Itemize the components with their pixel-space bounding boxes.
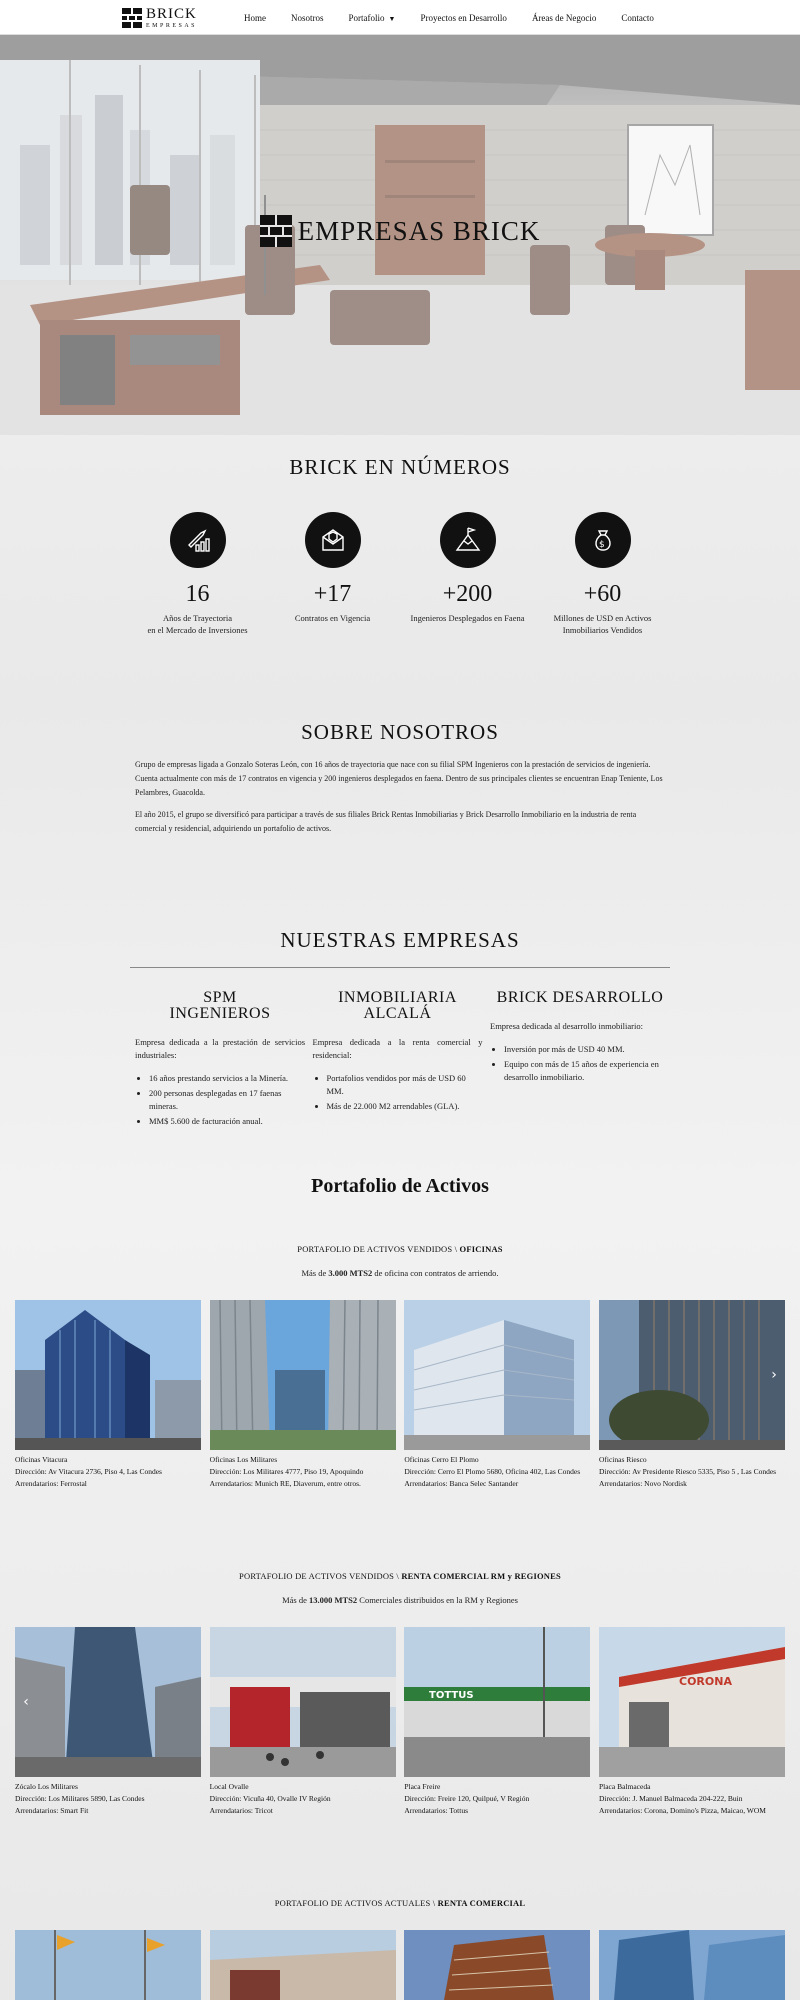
nav-home[interactable]: Home [244, 12, 266, 23]
stat-item [400, 512, 535, 636]
company-alcala [313, 990, 483, 1130]
property-tenants: Arrendatarios: Novo Nordisk [598, 1479, 687, 1488]
property-card[interactable] [15, 1627, 201, 1817]
property-photo [599, 1300, 785, 1450]
property-card[interactable] [210, 1627, 396, 1817]
property-photo [404, 1627, 590, 1777]
nav-contacto[interactable]: Contacto [621, 12, 654, 23]
brand-logo[interactable] [122, 6, 197, 30]
company-name: INMOBILIARIA ALCALÁ [338, 989, 457, 1022]
property-photo [210, 1930, 396, 2000]
company-bullet: • Inversión por más de USD 40 MM. [504, 1043, 670, 1056]
property-tenants: Arrendatarios: Tottus [404, 1806, 469, 1815]
about-title: SOBRE NOSOTROS [301, 720, 499, 744]
companies-title: NUESTRAS EMPRESAS [280, 928, 520, 952]
company-bullet: • MM$ 5.600 de facturación anual. [149, 1115, 305, 1128]
store-sign-text: TOTTUS [429, 1690, 474, 1701]
numbers-title: BRICK EN NÚMEROS [289, 455, 511, 479]
company-desc: Empresa dedicada a la renta comercial y residencial: [312, 1037, 483, 1060]
portfolio-offices-heading [0, 1244, 800, 1254]
svg-text:$: $ [598, 540, 605, 550]
offices-carousel [15, 1300, 785, 1490]
chevron-down-icon: ▼ [388, 14, 396, 23]
property-photo [15, 1627, 201, 1777]
chevron-left-icon[interactable]: ‹ [23, 1694, 29, 1710]
rocket-chart-icon [170, 512, 226, 568]
property-name: Placa Balmaceda [598, 1782, 651, 1791]
nav-portafolio[interactable] [349, 13, 396, 23]
property-address: Dirección: Av Presidente Riesco 5335, Piso 5 , Las Condes [598, 1467, 777, 1476]
property-photo [599, 1627, 785, 1777]
note-suffix: de oficina con contratos de arriendo. [372, 1268, 499, 1278]
property-card[interactable] [404, 1300, 590, 1490]
heading-bold: RENTA COMERCIAL RM y REGIONES [401, 1571, 561, 1581]
nav-nosotros[interactable]: Nosotros [291, 12, 324, 23]
hero-banner [0, 35, 800, 435]
note-prefix: Más de [301, 1268, 329, 1278]
property-address: Dirección: Cerro El Plomo 5680, Oficina 402, Las Condes [404, 1467, 581, 1476]
logo-brand-text: BRICK [146, 6, 197, 22]
stat-item [265, 512, 400, 636]
heading-prefix: PORTAFOLIO DE ACTIVOS ACTUALES \ [274, 1898, 438, 1908]
property-address: Dirección: Vicuña 40, Ovalle IV Región [209, 1794, 331, 1803]
about-paragraph-2: El año 2015, el grupo se diversificó para participar a través de sus filiales Brick Rentas Inmobiliarias y Brick Desarrollo Inmobiliario en la industria de renta comercial y residencial, adquiriendo un portafolio de activos. [135, 810, 637, 833]
current-carousel [15, 1930, 785, 2000]
stat-label: Ingenieros Desplegados en Faena [410, 613, 525, 623]
top-navbar [0, 0, 800, 35]
stat-value: +17 [313, 581, 352, 607]
property-name: Zócalo Los Militares [15, 1782, 78, 1791]
property-card[interactable] [15, 1300, 201, 1490]
company-bullet: • Más de 22.000 M2 arrendables (GLA). [327, 1100, 483, 1113]
property-card[interactable] [15, 1930, 201, 2000]
company-desc: Empresa dedicada a la prestación de servicios industriales: [135, 1037, 305, 1060]
property-card[interactable] [404, 1930, 590, 2000]
company-name: SPM INGENIEROS [169, 989, 271, 1022]
property-name: Oficinas Los Militares [209, 1455, 278, 1464]
property-photo [210, 1300, 396, 1450]
property-address: Dirección: Los Militares 4777, Piso 19, Apoquindo [209, 1467, 364, 1476]
heading-bold: OFICINAS [459, 1244, 503, 1254]
stat-value: +200 [442, 581, 493, 607]
stat-label: Contratos en Vigencia [294, 613, 371, 623]
property-name: Oficinas Vitacura [15, 1455, 68, 1464]
property-photo [404, 1930, 590, 2000]
property-photo [15, 1300, 201, 1450]
property-photo [15, 1930, 201, 2000]
portfolio-current-heading [0, 1898, 800, 1908]
store-sign-text: CORONA [678, 1675, 732, 1688]
property-card[interactable] [599, 1300, 785, 1490]
property-address: Dirección: J. Manuel Balmaceda 204-222, Buin [598, 1794, 743, 1803]
company-bullet: • Portafolios vendidos por más de USD 60 MM. [327, 1072, 483, 1098]
property-name: Oficinas Riesco [598, 1455, 647, 1464]
property-photo [404, 1300, 590, 1450]
company-bullet: • Equipo con más de 15 años de experiencia en desarrollo inmobiliario. [504, 1058, 670, 1084]
stats-row [130, 512, 670, 636]
portfolio-offices-note [0, 1268, 800, 1278]
company-desc: Empresa dedicada al desarrollo inmobiliario: [490, 1021, 643, 1031]
portfolio-title: Portafolio de Activos [311, 1175, 489, 1197]
companies-columns [135, 990, 670, 1130]
brick-logo-icon [122, 8, 142, 28]
stat-item [535, 512, 670, 636]
note-bold: 13.000 MTS2 [308, 1595, 358, 1605]
note-bold: 3.000 MTS2 [328, 1268, 373, 1278]
commercial-carousel [15, 1627, 785, 1817]
property-tenants: Arrendatarios: Corona, Domino's Pizza, Maicao, WOM [598, 1806, 766, 1815]
chevron-right-icon[interactable]: › [771, 1367, 777, 1383]
company-bullet: • 16 años prestando servicios a la Minería. [149, 1072, 305, 1085]
nav-areas[interactable]: Áreas de Negocio [531, 12, 597, 23]
portfolio-commercial-note [0, 1595, 800, 1605]
property-name: Local Ovalle [209, 1782, 249, 1791]
heading-prefix: PORTAFOLIO DE ACTIVOS VENDIDOS \ [239, 1571, 402, 1581]
note-suffix: Comerciales distribuidos en la RM y Regiones [357, 1595, 518, 1605]
property-address: Dirección: Freire 120, Quilpué, V Región [404, 1794, 530, 1803]
heading-bold: RENTA COMERCIAL [437, 1898, 526, 1908]
logo-sub-text: EMPRESAS [146, 23, 198, 29]
stat-label: Millones de USD en Activos Inmobiliarios Vendidos [553, 613, 652, 635]
about-paragraph-1: Grupo de empresas ligada a Gonzalo Soteras León, con 16 años de trayectoria que nace con su filial SPM Ingenieros con la prestación de servicios de ingeniería. Cuenta actualmente con más de 17 contratos en vigencia y 200 ingenieros desplegados en faena. Dentro de sus principales clientes se encuentran Enap Teniente, Los Pelambres, Guacolda. [135, 760, 663, 797]
property-tenants: Arrendatarios: Banca Selec Santander [404, 1479, 519, 1488]
company-bullet: • 200 personas desplegadas en 17 faenas mineras. [149, 1087, 305, 1113]
property-tenants: Arrendatarios: Smart Fit [15, 1806, 89, 1815]
stat-label: Años de Trayectoria en el Mercado de Inversiones [147, 613, 248, 635]
divider [130, 967, 670, 968]
hero-title: EMPRESAS BRICK [297, 215, 541, 246]
money-bag-icon [575, 512, 631, 568]
nav-proyectos[interactable]: Proyectos en Desarrollo [420, 12, 507, 23]
property-photo [210, 1627, 396, 1777]
property-name: Placa Freire [404, 1782, 441, 1791]
property-card[interactable] [210, 1930, 396, 2000]
property-address: Dirección: Los Militares 5890, Las Condes [15, 1794, 145, 1803]
property-address: Dirección: Av Vitacura 2736, Piso 4, Las Condes [15, 1467, 162, 1476]
company-brick-desarrollo [490, 990, 670, 1130]
property-tenants: Arrendatarios: Ferrostal [15, 1479, 87, 1488]
property-tenants: Arrendatarios: Munich RE, Diaverum, entre otros. [209, 1479, 361, 1488]
property-photo [599, 1930, 785, 2000]
property-tenants: Arrendatarios: Tricot [209, 1806, 273, 1815]
company-name: BRICK DESARROLLO [496, 989, 664, 1006]
property-card[interactable] [210, 1300, 396, 1490]
portfolio-commercial-heading [0, 1571, 800, 1581]
company-spm [135, 990, 305, 1130]
property-card[interactable] [404, 1627, 590, 1817]
stat-item [130, 512, 265, 636]
note-prefix: Más de [282, 1595, 309, 1605]
property-card[interactable] [599, 1930, 785, 2000]
heading-prefix: PORTAFOLIO DE ACTIVOS VENDIDOS \ [297, 1244, 460, 1254]
property-card[interactable] [599, 1627, 785, 1817]
envelope-shield-icon [305, 512, 361, 568]
property-name: Oficinas Cerro El Plomo [404, 1455, 479, 1464]
nav-portafolio-label: Portafolio [348, 12, 385, 23]
mountain-flag-icon [440, 512, 496, 568]
stat-value: +60 [583, 581, 622, 607]
stat-value: 16 [185, 581, 210, 607]
brick-logo-icon [260, 215, 292, 247]
main-menu [244, 0, 679, 35]
